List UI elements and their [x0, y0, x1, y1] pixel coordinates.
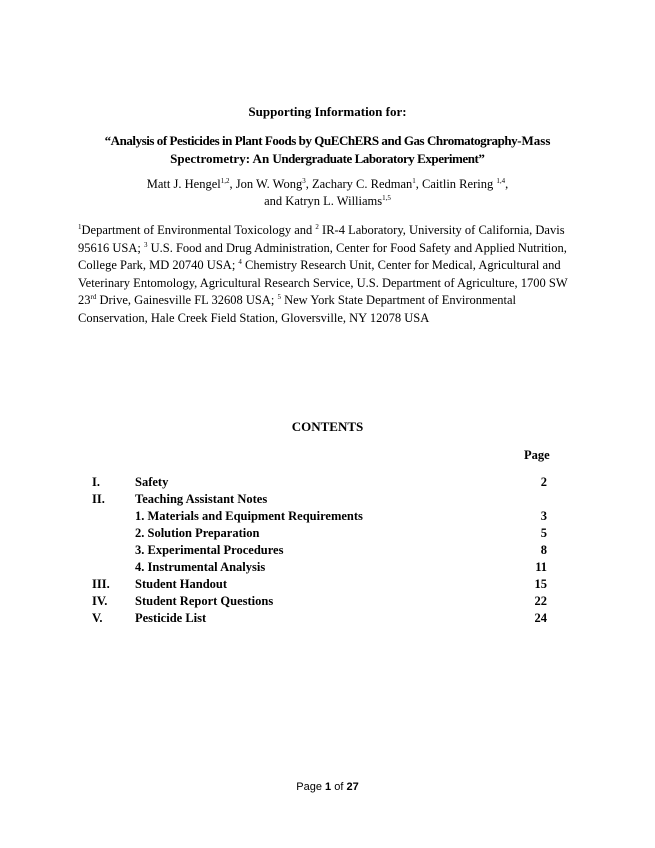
title-open-quote: “ — [104, 133, 111, 148]
author-affil-sup: 1 — [412, 176, 416, 185]
supporting-info-heading: Supporting Information for: — [248, 104, 407, 119]
author-list — [0, 176, 655, 210]
author-name: , Caitlin Rering — [415, 177, 497, 191]
toc-row[interactable] — [0, 509, 655, 526]
affiliations — [78, 222, 583, 327]
affil-text: New York State Department of Environmental Conservation, Hale Creek Field Station, Gloversville, NY 12078 USA — [78, 293, 516, 325]
toc-row[interactable] — [0, 543, 655, 560]
toc-page: 2 — [540, 475, 547, 489]
toc-page: 11 — [535, 560, 547, 574]
affil-text: Department of Environmental Toxicology and — [81, 223, 316, 237]
author-separator: , — [505, 177, 509, 191]
affil-sup: rd — [90, 292, 97, 301]
toc-page: 15 — [534, 577, 547, 591]
footer-total-pages: 27 — [346, 781, 359, 793]
toc-label: 2. Solution Preparation — [135, 526, 260, 540]
paper-title — [70, 132, 585, 168]
toc-row[interactable] — [0, 577, 655, 594]
affil-text: IR-4 Laboratory, University of California, Davis 95616 USA; — [78, 223, 565, 255]
author-name: , Jon W. Wong — [229, 177, 303, 191]
affil-sup: 1 — [78, 222, 82, 231]
toc-number: III. — [92, 577, 110, 591]
title-part-1: Analysis of Pesticides in Plant Foods by QuEChERS and Gas Chromatography — [110, 133, 518, 148]
toc-label: Student Report Questions — [135, 594, 274, 608]
page-footer — [0, 781, 655, 793]
author-affil-sup: 1,4 — [496, 176, 506, 185]
toc-row[interactable] — [0, 560, 655, 577]
affil-text: Drive, Gainesville FL 32608 USA; — [96, 293, 278, 307]
toc-label: 3. Experimental Procedures — [135, 543, 284, 557]
toc-number: IV. — [92, 594, 108, 608]
footer-current-page: 1 — [325, 781, 332, 793]
title-part-2: -Mass — [517, 133, 551, 148]
toc-row[interactable] — [0, 611, 655, 628]
contents-heading: CONTENTS — [291, 419, 364, 434]
toc-page: 22 — [534, 594, 547, 608]
affil-text: Chemistry Research Unit, Center for Medical, Agricultural and Veterinary Entomology, Agricultural Research Service, U.S. Department of Agriculture, 1700 SW 23 — [78, 258, 568, 307]
toc-page: 24 — [534, 611, 547, 625]
affil-sup: 5 — [277, 292, 281, 301]
title-part-3: Spectrometry: An — [170, 151, 273, 166]
affil-sup: 3 — [143, 240, 148, 249]
footer-of-word: of — [331, 781, 347, 793]
toc-row[interactable] — [0, 492, 655, 509]
author-affil-sup: 3 — [302, 176, 306, 185]
footer-page-word: Page — [296, 781, 326, 793]
toc-row[interactable] — [0, 475, 655, 492]
author-name: Matt J. Hengel — [146, 177, 221, 191]
toc-row[interactable] — [0, 594, 655, 611]
toc-label: Safety — [135, 475, 169, 489]
title-part-4: Undergraduate Laboratory Experiment — [272, 151, 479, 166]
toc-page: 3 — [540, 509, 547, 523]
toc-row[interactable] — [0, 526, 655, 543]
toc-label: Teaching Assistant Notes — [135, 492, 268, 506]
page-column-label: Page — [524, 448, 550, 462]
affil-text: U.S. Food and Drug Administration, Center for Food Safety and Applied Nutrition, College Park, MD 20740 USA; — [78, 240, 567, 272]
toc-page: 5 — [540, 526, 547, 540]
affil-sup: 2 — [315, 222, 319, 231]
affil-sup: 4 — [238, 257, 242, 266]
toc-label: Pesticide List — [135, 611, 207, 625]
toc-label: 4. Instrumental Analysis — [135, 560, 266, 574]
author-affil-sup: 1,2 — [220, 176, 230, 185]
toc-page: 8 — [540, 543, 547, 557]
author-affil-sup: 1,5 — [382, 193, 391, 202]
title-close-quote: ” — [478, 151, 485, 166]
toc-number: II. — [92, 492, 105, 506]
author-name: , Zachary C. Redman — [305, 177, 413, 191]
toc-number: I. — [92, 475, 100, 489]
toc-number: V. — [92, 611, 103, 625]
toc-label: Student Handout — [135, 577, 228, 591]
author-name: and Katryn L. Williams — [264, 194, 383, 208]
toc-label: 1. Materials and Equipment Requirements — [135, 509, 363, 523]
table-of-contents — [0, 475, 655, 628]
